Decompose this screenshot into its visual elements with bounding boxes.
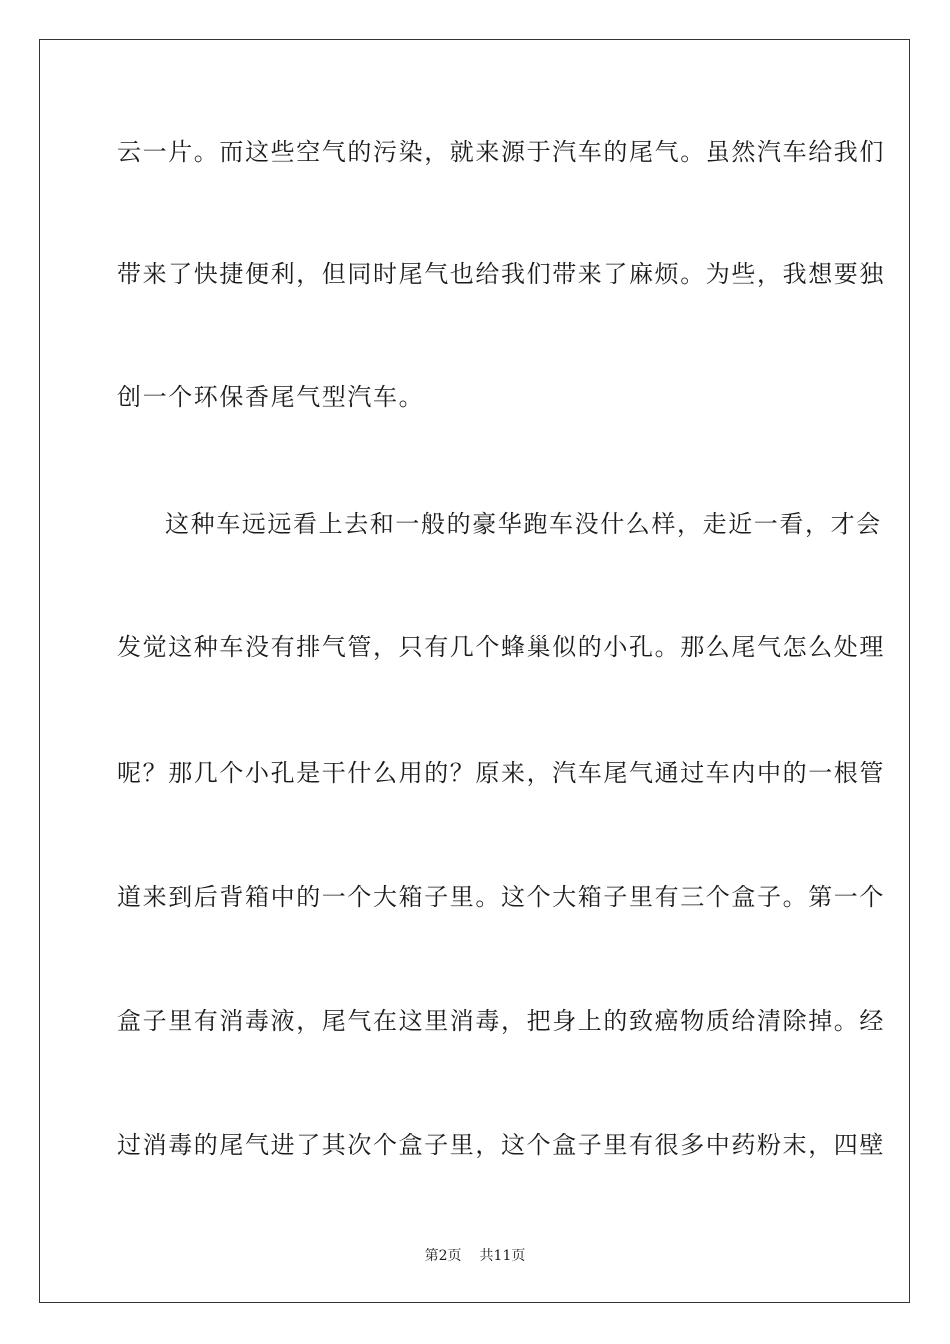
text-line-5: 发觉这种车没有排气管，只有几个蜂巢似的小孔。那么尾气怎么处理 (117, 633, 885, 661)
text-line-4: 这种车远远看上去和一般的豪华跑车没什么样，走近一看，才会 (165, 510, 882, 538)
page-border (39, 39, 910, 1303)
page-footer (0, 1247, 950, 1265)
page-total: 共11页 (479, 1248, 526, 1264)
text-line-7: 道来到后背箱中的一个大箱子里。这个大箱子里有三个盒子。第一个 (117, 883, 885, 911)
page-number: 第2页 (424, 1248, 462, 1264)
text-line-6: 呢？那几个小孔是干什么用的？原来，汽车尾气通过车内中的一根管 (117, 759, 885, 787)
text-line-9: 过消毒的尾气进了其次个盒子里，这个盒子里有很多中药粉末，四壁 (117, 1131, 885, 1159)
text-line-3: 创一个环保香尾气型汽车。 (117, 383, 425, 411)
text-line-8: 盒子里有消毒液，尾气在这里消毒，把身上的致癌物质给清除掉。经 (117, 1007, 885, 1035)
text-line-1: 云一片。而这些空气的污染，就来源于汽车的尾气。虽然汽车给我们 (117, 138, 885, 166)
text-line-2: 带来了快捷便利，但同时尾气也给我们带来了麻烦。为些，我想要独 (117, 260, 885, 288)
